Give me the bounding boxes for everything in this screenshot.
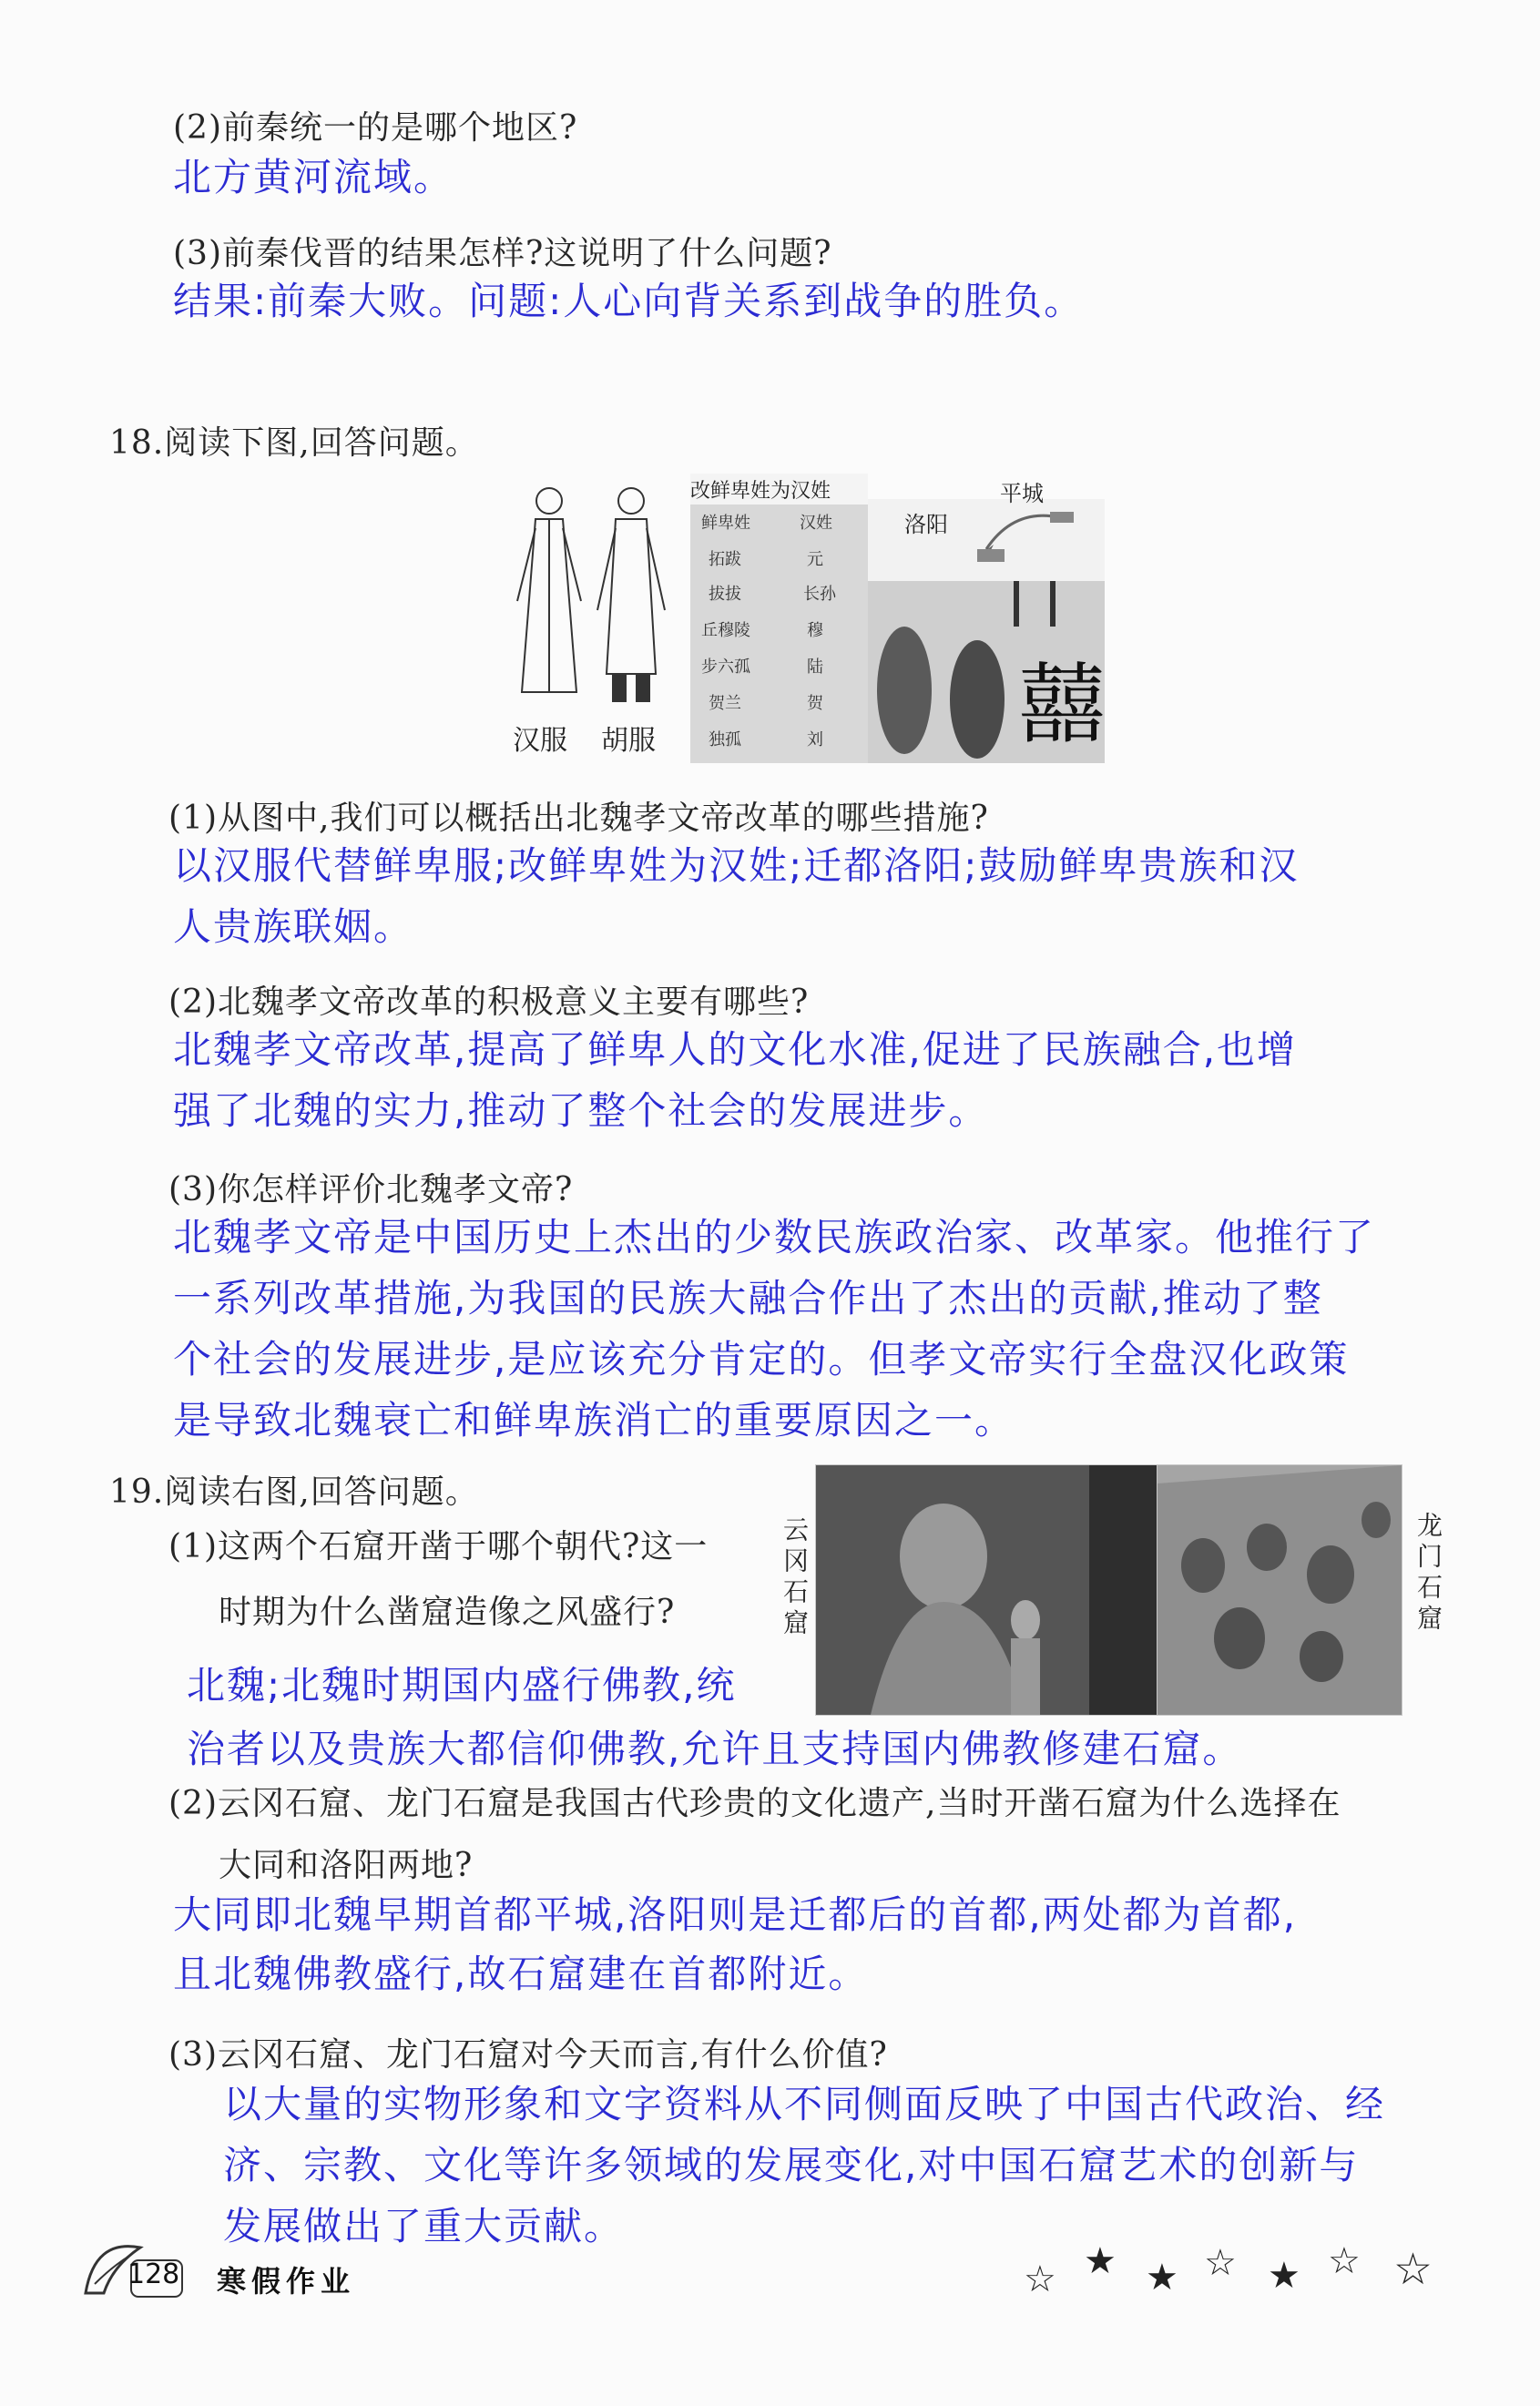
table-cell: 陆: [807, 658, 823, 677]
q18-sub3-answer-line3: 个社会的发展进步,是应该充分肯定的。但孝文帝实行全盘汉化政策: [173, 1337, 1350, 1381]
table-cell: 步六孤: [701, 658, 750, 677]
costume-illustration: [499, 474, 681, 719]
table-cell: 贺兰: [709, 694, 741, 713]
double-happiness-icon: 囍: [1018, 654, 1106, 756]
book-title: 寒假作业: [217, 2264, 356, 2299]
star-icon: ★: [1146, 2257, 1178, 2299]
q18-sub3-answer-line4: 是导致北魏衰亡和鲜卑族消亡的重要原因之一。: [173, 1398, 1015, 1443]
relocation-arrow-icon: [932, 499, 1086, 572]
q18-sub2-answer-line2: 强了北魏的实力,推动了整个社会的发展进步。: [173, 1088, 989, 1133]
page-number: 128: [127, 2258, 180, 2290]
label-pingcheng: 平城: [1000, 481, 1044, 506]
table-cell: 贺: [807, 694, 823, 713]
buddha-statue-image: [816, 1465, 1158, 1715]
q19-sub2-answer-line2: 且北魏佛教盛行,故石窟建在首都附近。: [173, 1952, 869, 1996]
label-longmen-grottoes: 龙门石窟: [1413, 1512, 1443, 1636]
q18-sub2-answer-line1: 北魏孝文帝改革,提高了鲜卑人的文化水准,促进了民族融合,也增: [173, 1027, 1298, 1072]
q17-sub3-question: (3)前秦伐晋的结果怎样?这说明了什么问题?: [173, 235, 832, 272]
table-header-han: 汉姓: [800, 514, 832, 533]
q19-sub3-answer-line1: 以大量的实物形象和文字资料从不同侧面反映了中国古代政治、经: [223, 2082, 1386, 2126]
q18-sub2-question: (2)北魏孝文帝改革的积极意义主要有哪些?: [168, 984, 810, 1021]
q18-sub1-answer-line2: 人贵族联姻。: [173, 904, 414, 949]
caption-han-clothing: 汉服: [513, 725, 567, 757]
star-icon: ★: [1084, 2240, 1117, 2282]
surname-table-title: 改鲜卑姓为汉姓: [690, 480, 831, 503]
yungang-grottoes-photo: [815, 1464, 1158, 1716]
q19-sub2-answer-line1: 大同即北魏早期首都平城,洛阳则是迁都后的首都,两处都为首都,: [173, 1892, 1298, 1937]
table-header-xianbei: 鲜卑姓: [701, 514, 750, 533]
q19-sub3-answer-line2: 济、宗教、文化等许多领域的发展变化,对中国石窟艺术的创新与: [223, 2143, 1360, 2187]
star-icon: ☆: [1024, 2258, 1056, 2300]
surname-table-body: [690, 505, 868, 763]
caption-hu-clothing: 胡服: [601, 725, 656, 757]
label-yungang-grottoes: 云冈石窟: [780, 1516, 810, 1640]
star-icon: ☆: [1393, 2244, 1433, 2295]
wedding-photo: [868, 581, 1105, 763]
table-cell: 穆: [807, 621, 823, 640]
q17-sub3-answer: 结果:前秦大败。问题:人心向背关系到战争的胜负。: [173, 279, 1085, 323]
table-cell: 元: [807, 550, 823, 569]
q18-sub3-answer-line2: 一系列改革措施,为我国的民族大融合作出了杰出的贡献,推动了整: [173, 1276, 1323, 1320]
q19-sub1-question-line1: (1)这两个石窟开凿于哪个朝代?这一: [168, 1528, 709, 1565]
q19-sub3-question: (3)云冈石窟、龙门石窟对今天而言,有什么价值?: [168, 2036, 888, 2074]
star-icon: ★: [1268, 2255, 1300, 2297]
q19-sub1-question-line2: 时期为什么凿窟造像之风盛行?: [219, 1594, 676, 1631]
q19-sub1-answer-line1: 北魏;北魏时期国内盛行佛教,统: [187, 1663, 737, 1708]
q19-sub3-answer-line3: 发展做出了重大贡献。: [223, 2204, 625, 2248]
longmen-grottoes-photo: [1157, 1464, 1402, 1716]
table-cell: 长孙: [803, 585, 836, 604]
q19-stem: 19.阅读右图,回答问题。: [109, 1473, 479, 1511]
q18-stem: 18.阅读下图,回答问题。: [109, 424, 479, 462]
surname-table: [690, 474, 868, 763]
q18-sub3-answer-line1: 北魏孝文帝是中国历史上杰出的少数民族政治家、改革家。他推行了: [173, 1215, 1376, 1259]
star-icon: ☆: [1328, 2240, 1361, 2282]
table-cell: 刘: [807, 730, 823, 749]
label-luoyang: 洛阳: [904, 512, 948, 537]
table-cell: 拔拔: [709, 585, 741, 604]
cliff-caves-image: [1158, 1465, 1402, 1715]
q19-sub1-answer-line2: 治者以及贵族大都信仰佛教,允许且支持国内佛教修建石窟。: [187, 1727, 1243, 1771]
capital-and-marriage-image: [868, 481, 1106, 763]
q17-sub2-answer: 北方黄河流域。: [173, 155, 454, 199]
q19-sub2-question-line1: (2)云冈石窟、龙门石窟是我国古代珍贵的文化遗产,当时开凿石窟为什么选择在: [168, 1785, 1341, 1822]
q19-sub2-question-line2: 大同和洛阳两地?: [219, 1847, 474, 1884]
star-icon: ☆: [1204, 2242, 1237, 2284]
table-cell: 独孤: [709, 730, 741, 749]
table-cell: 丘穆陵: [701, 621, 750, 640]
q18-sub1-answer-line1: 以汉服代替鲜卑服;改鲜卑姓为汉姓;迁都洛阳;鼓励鲜卑贵族和汉: [173, 843, 1300, 888]
q17-sub2-question: (2)前秦统一的是哪个地区?: [173, 109, 578, 147]
table-cell: 拓跋: [709, 550, 741, 569]
q18-figure: [499, 474, 1105, 765]
q18-sub3-question: (3)你怎样评价北魏孝文帝?: [168, 1171, 574, 1208]
q18-sub1-question: (1)从图中,我们可以概括出北魏孝文帝改革的哪些措施?: [168, 800, 989, 837]
